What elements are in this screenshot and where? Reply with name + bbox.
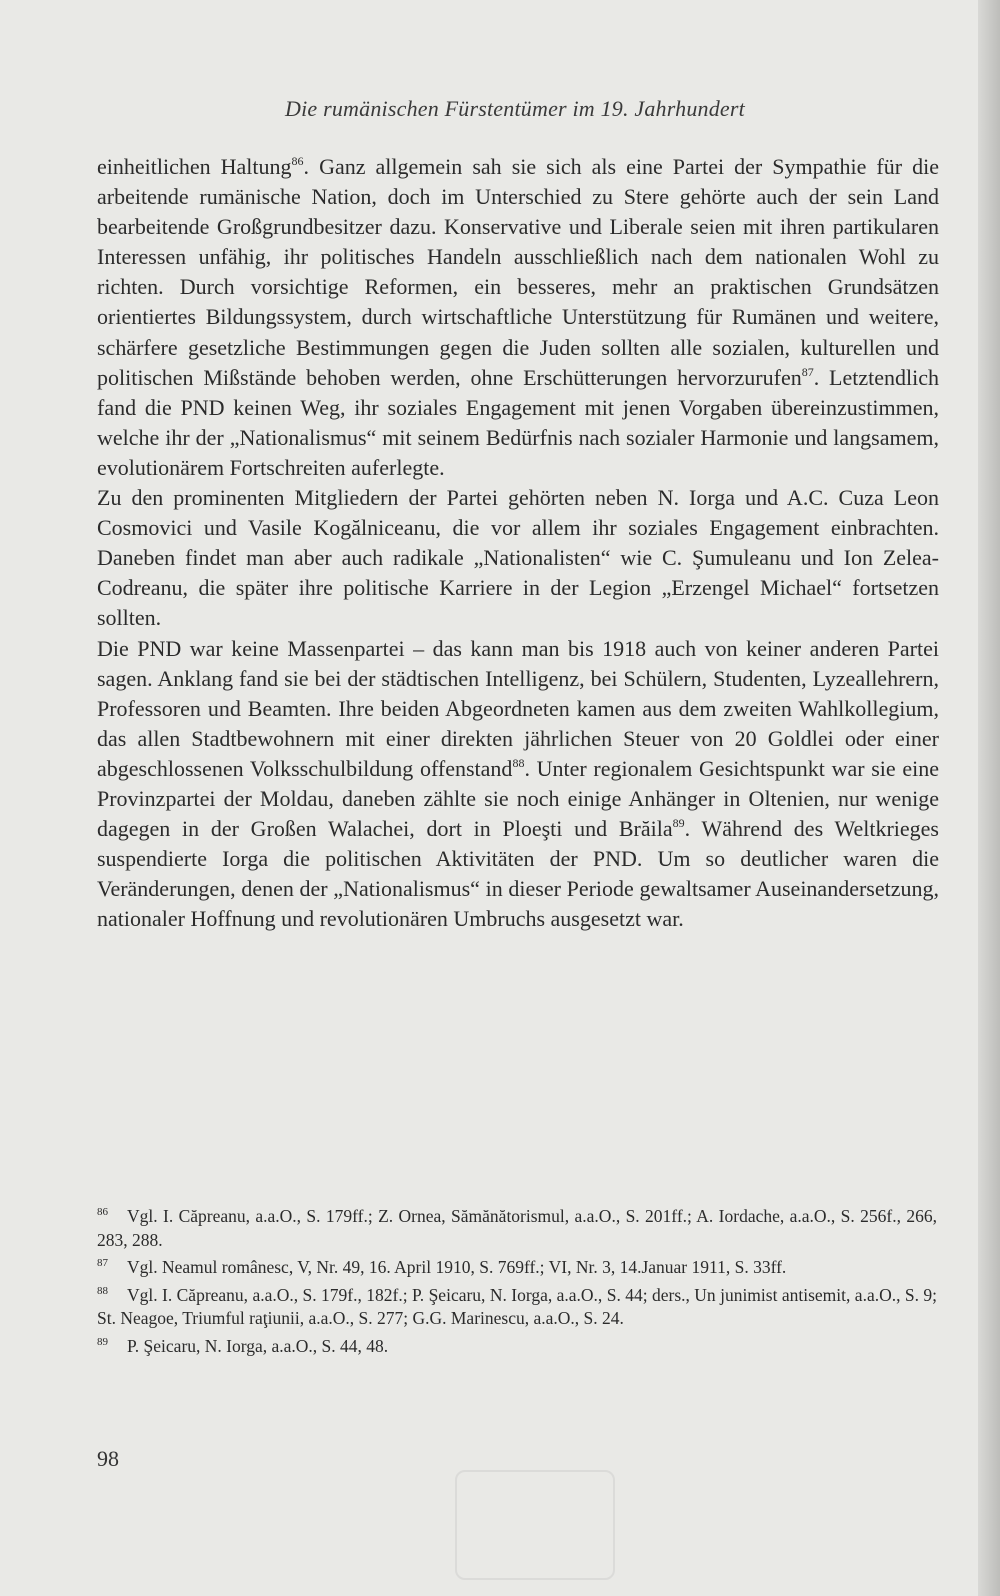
footnote-text: Vgl. Neamul românesc, V, Nr. 49, 16. April 1910, S. 769ff.; VI, Nr. 3, 14.Januar 1911, S. 33ff. <box>127 1257 787 1278</box>
footnote-ref[interactable]: 89 <box>672 816 685 831</box>
footnote-87: 87 Vgl. Neamul românesc, V, Nr. 49, 16. April 1910, S. 769ff.; VI, Nr. 3, 14.Januar 1911, S. 33ff. <box>97 1257 787 1278</box>
library-stamp <box>455 1470 615 1580</box>
footnote-ref[interactable]: 88 <box>512 755 525 770</box>
body-text <box>97 152 939 934</box>
running-head: Die rumänischen Fürstentümer im 19. Jahrhundert <box>285 96 745 121</box>
paragraph-text: . Ganz allgemein sah sie sich als eine Partei der Sympathie für die arbeitende rumänische Nation, doch im Unterschied zu Stere gehörte auch der sein Land bearbeitende Großgrundbesitzer dazu. Konservative und Liberale seien mit ihren partikularen Interessen unfähig, ihr politisches Handeln ausschließlich nach dem nationalen Wohl zu richten. Durch vorsichtige Reformen, ein besseres, mehr an praktischen Grundsätzen orientiertes Bildungssystem, durch wirtschaftliche Unterstützung für Rumänen und weitere, schärfere gesetzliche Bestimmungen gegen die Juden sollten alle sozialen, kulturellen und politischen Mißstände behoben werden, ohne Erschütterungen hervorzurufen <box>97 154 940 390</box>
footnote-ref[interactable]: 87 <box>801 364 814 379</box>
paragraph-2 <box>97 483 939 633</box>
paragraph-3 <box>97 634 939 935</box>
page-number: 98 <box>97 1446 119 1471</box>
footnote-89: 89 P. Şeicaru, N. Iorga, a.a.O., S. 44, 48. <box>97 1335 389 1356</box>
paragraph-text: . Letztendlich fand die PND keinen Weg, ihr soziales Engagement mit jenen Vorgaben übereinzustimmen, welche ihr der „Nationalismus“ mit seinem Bedürfnis nach sozialer Harmonie und langsamem, evolutionärem Fortschreiten auferlegte. <box>97 364 939 480</box>
paragraph-text: einheitlichen Haltung <box>97 154 292 179</box>
paragraph-text: Zu den prominenten Mitgliedern der Partei gehörten neben N. Iorga und A.C. Cuza Leon Cosmovici und Vasile Kogălniceanu, die vor allem ihr soziales Engagement einbrachten. Daneben findet man aber auch radikale „Nationalisten“ wie C. Şumuleanu und Ion Zelea-Codreanu, die später ihre politische Karriere in der Legion „Erzengel Michael“ fortsetzen sollten. <box>97 485 939 631</box>
footnote-text: P. Şeicaru, N. Iorga, a.a.O., S. 44, 48. <box>127 1335 389 1356</box>
paragraph-1 <box>97 152 939 483</box>
footnote-88: 88 Vgl. I. Căpreanu, a.a.O., S. 179f., 182f.; P. Şeicaru, N. Iorga, a.a.O., S. 44; ders., Un junimist antisemit, a.a.O., S. 9; St. Neagoe, Triumful raţiunii, a.a.O., S. 277; G.G. Marinescu, a.a.O., S. 24. <box>97 1284 937 1329</box>
paragraph-text: . Während des Weltkrieges suspendierte Iorga die politischen Aktivitäten der PND. Um so deutlicher waren die Veränderungen, denen der „Nationalismus“ in dieser Periode gewaltsamer Auseinandersetzung, nationaler Hoffnung und revolutionären Umbruchs ausgesetzt war. <box>97 816 939 932</box>
page-edge-shadow <box>978 0 1000 1596</box>
paragraph-text: Die PND war keine Massenpartei – das kann man bis 1918 auch von keiner anderen Partei sagen. Anklang fand sie bei der städtischen Intelligenz, bei Schülern, Studenten, Lyzeallehrern, Professoren und Beamten. Ihre beiden Abgeordneten kamen aus dem zweiten Wahlkollegium, das allen Stadtbewohnern mit einer direkten jährlichen Steuer von 20 Goldlei oder einer abgeschlossenen Volksschulbildung offenstand <box>97 635 939 781</box>
footnote-86: 86 Vgl. I. Căpreanu, a.a.O., S. 179ff.; Z. Ornea, Sămănătorismul, a.a.O., S. 201ff.; A. Iordache, a.a.O., S. 256f., 266, 283, 288. <box>97 1206 937 1250</box>
footnote-ref[interactable]: 86 <box>291 154 304 168</box>
footnote-text: Vgl. I. Căpreanu, a.a.O., S. 179f., 182f.; P. Şeicaru, N. Iorga, a.a.O., S. 44; ders., Un junimist antisemit, a.a.O., S. 9; St. Neagoe, Triumful raţiunii, a.a.O., S. 277; G.G. Marinescu, a.a.O., S. 24. <box>97 1284 937 1329</box>
footnote-text: Vgl. I. Căpreanu, a.a.O., S. 179ff.; Z. Ornea, Sămănătorismul, a.a.O., S. 201ff.; A. Iordache, a.a.O., S. 256f., 266, 283, 288. <box>97 1206 937 1250</box>
paragraph-text: . Unter regionalem Gesichtspunkt war sie eine Provinzpartei der Moldau, daneben zählte sie noch einige Anhänger in Oltenien, nur wenige dagegen in der Großen Walachei, dort in Ploeşti und Brăila <box>97 755 939 842</box>
footnotes <box>97 1205 937 1363</box>
